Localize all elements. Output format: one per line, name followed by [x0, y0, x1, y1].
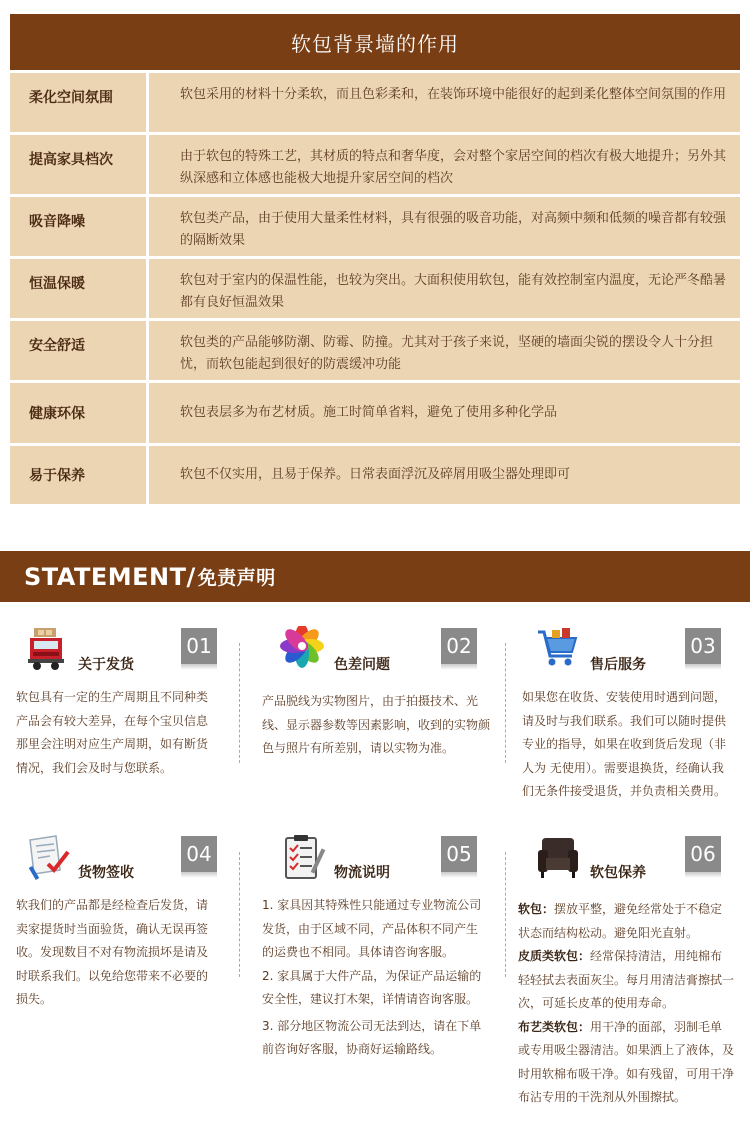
card-text: 皮质类软包：经常保持清洁，用纯棉布轻轻拭去表面灰尘。每月用清洁膏擦拭一次，可延长皮革的使用寿命。 — [518, 949, 735, 1010]
card-after-sales — [522, 626, 750, 804]
card-title: 物流说明 — [334, 865, 390, 881]
card-logistics — [262, 834, 492, 1062]
card-number: 01 — [181, 628, 217, 664]
table-row — [10, 383, 740, 443]
divider — [239, 852, 240, 977]
card-text: 3. 部分地区物流公司无法到达，请在下单前咨询好客服，协商好运输路线。 — [262, 1018, 482, 1056]
row-text: 软包不仅实用，且易于保养。日常表面浮沉及碎屑用吸尘器处理即可 — [149, 446, 740, 504]
card-number: 03 — [685, 628, 721, 664]
table-title: 软包背景墙的作用 — [10, 14, 740, 70]
divider — [239, 643, 240, 763]
card-title: 色差问题 — [334, 657, 390, 673]
card-text: 如果您在收货、安装使用时遇到问题，请及时与我们联系。我们可以随时提供专业的指导，如果在收到货后发现（非人为 无使用）。需要退换货，经确认我们无条件接受退货，并负责相关费用。 — [522, 690, 727, 798]
card-text-bold: 软包： — [518, 902, 555, 916]
card-title: 软包保养 — [590, 865, 646, 881]
row-text: 软包对于室内的保温性能，也较为突出。大面积使用软包，能有效控制室内温度，无论严冬酷暑都有良好恒温效果 — [149, 259, 740, 318]
card-title: 货物签收 — [78, 865, 134, 881]
card-title: 关于发货 — [78, 657, 134, 673]
table-row — [10, 259, 740, 318]
table-row — [10, 197, 740, 256]
card-receipt — [16, 834, 246, 1012]
row-label: 柔化空间氛围 — [10, 73, 146, 132]
row-label: 恒温保暖 — [10, 259, 146, 318]
card-text: 产品脱线为实物图片，由于拍摄技术、光线、显示器参数等因素影响，收到的实物颜色与照片有所差别，请以实物为准。 — [262, 694, 491, 755]
row-label: 安全舒适 — [10, 321, 146, 380]
card-text-bold: 皮质类软包： — [518, 949, 591, 963]
card-color-difference — [262, 626, 492, 761]
divider — [505, 852, 506, 977]
card-shipping — [16, 626, 246, 780]
card-text: 布艺类软包：用干净的面部，羽制毛单或专用吸尘器清洁。如果洒上了液体，及时用软棉布吸干净。如有残留，可用干净布沾专用的干洗剂从外围擦拭。 — [518, 1019, 735, 1104]
row-label: 提高家具档次 — [10, 135, 146, 194]
card-text: 软我们的产品都是经检查后发货，请卖家提货时当面验货，确认无误再签收。发现数目不对有物流损坏是请及时联系我们。以免给您带来不必要的损失。 — [16, 898, 209, 1006]
color-wheel-icon — [280, 626, 324, 674]
card-text-bold: 布艺类软包： — [518, 1019, 591, 1034]
row-text: 软包类产品，由于使用大量柔性材料，具有很强的吸音功能，对高频中频和低频的噪音都有较强的隔断效果 — [149, 197, 740, 256]
card-text: 软包具有一定的生产周期且不同种类产品会有较大差异，在每个宝贝信息那里会注明对应生产周期，如有断货情况，我们会及时与您联系。 — [16, 690, 209, 775]
statement-title-en: STATEMENT/ — [24, 562, 196, 591]
row-label: 吸音降噪 — [10, 197, 146, 256]
row-label: 易于保养 — [10, 446, 146, 504]
card-number: 04 — [181, 836, 217, 872]
table-row — [10, 135, 740, 194]
statement-banner — [0, 551, 750, 602]
clipboard-checklist-icon — [282, 834, 326, 882]
row-text: 由于软包的特殊工艺，其材质的特点和奢华度，会对整个家居空间的档次有极大地提升；另外其纵深感和立体感也能极大地提升家居空间的档次 — [149, 135, 740, 194]
card-text: 1. 家具因其特殊性只能通过专业物流公司发货，由于区域不同，产品体积不同产生的运费也不相同。具体请咨询客服。 — [262, 898, 482, 959]
card-maintenance — [518, 834, 748, 1110]
row-text: 软包类的产品能够防潮、防霉、防撞。尤其对于孩子来说，坚硬的墙面尖锐的摆设令人十分担忧，而软包能起到很好的防震缓冲功能 — [149, 321, 740, 380]
row-text: 软包采用的材料十分柔软，而且色彩柔和，在装饰环境中能很好的起到柔化整体空间氛围的作用 — [149, 73, 740, 132]
card-number: 02 — [441, 628, 477, 664]
armchair-icon — [536, 834, 580, 882]
table-row — [10, 446, 740, 504]
card-title: 售后服务 — [590, 657, 646, 673]
table-row — [10, 73, 740, 132]
statement-title-cn: 免责声明 — [197, 567, 276, 589]
truck-icon — [26, 626, 70, 674]
row-label: 健康环保 — [10, 383, 146, 443]
card-number: 06 — [685, 836, 721, 872]
row-text: 软包表层多为布艺材质。施工时简单省料，避免了使用多种化学品 — [149, 383, 740, 443]
divider — [505, 643, 506, 763]
card-text: 2. 家具属于大件产品，为保证产品运输的安全性，建议打木架，详情请咨询客服。 — [262, 968, 482, 1006]
signed-document-icon — [26, 834, 70, 882]
shopping-cart-icon — [536, 626, 580, 674]
table-row — [10, 321, 740, 380]
card-text: 软包：摆放平整，避免经常处于不稳定状态而结构松动。避免阳光直射。 — [518, 902, 723, 940]
card-number: 05 — [441, 836, 477, 872]
